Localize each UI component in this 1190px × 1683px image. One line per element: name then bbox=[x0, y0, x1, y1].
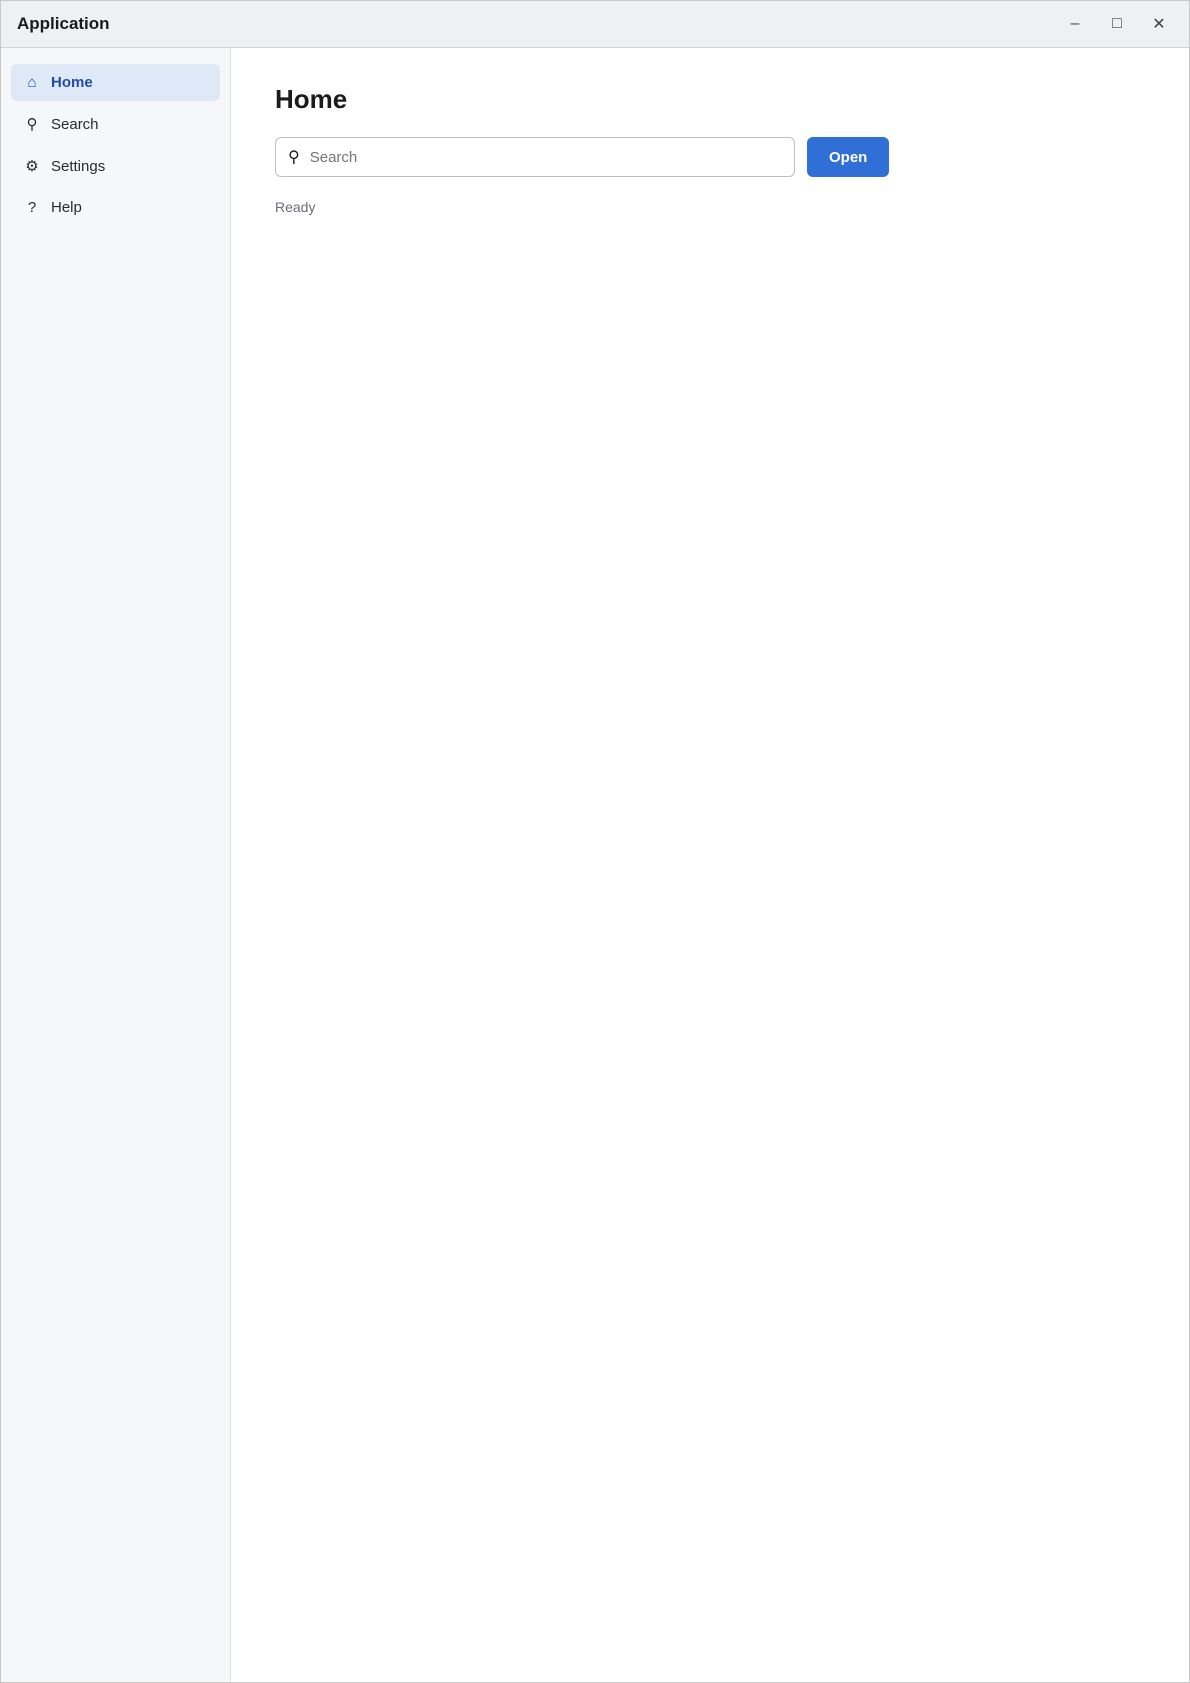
search-icon: ⚲ bbox=[26, 116, 38, 133]
sidebar-item-label: Help bbox=[51, 199, 82, 216]
minimize-icon[interactable]: – bbox=[1070, 15, 1080, 32]
close-icon[interactable]: ✕ bbox=[1152, 16, 1166, 33]
window-title: Application bbox=[17, 14, 110, 33]
sidebar-item-label: Settings bbox=[51, 157, 106, 175]
sidebar-item-help[interactable] bbox=[11, 189, 220, 226]
sidebar-item-home[interactable] bbox=[11, 64, 220, 101]
search-input[interactable] bbox=[308, 148, 782, 167]
search-row bbox=[275, 137, 1145, 177]
help-icon: ? bbox=[27, 199, 37, 216]
gear-icon: ⚙ bbox=[25, 158, 39, 175]
main-panel bbox=[231, 48, 1189, 1682]
sidebar-item-settings[interactable] bbox=[11, 147, 220, 185]
home-icon: ⌂ bbox=[27, 74, 37, 91]
status-text: Ready bbox=[275, 199, 316, 215]
page-title: Home bbox=[275, 84, 348, 114]
sidebar-item-label: Search bbox=[51, 115, 99, 133]
search-icon: ⚲ bbox=[288, 149, 300, 166]
sidebar-item-label: Home bbox=[51, 74, 93, 91]
sidebar bbox=[1, 48, 231, 1682]
open-button[interactable]: Open bbox=[807, 137, 889, 177]
search-box[interactable] bbox=[275, 137, 795, 177]
maximize-icon[interactable]: □ bbox=[1112, 15, 1122, 32]
title-bar bbox=[1, 1, 1189, 48]
sidebar-item-search[interactable] bbox=[11, 105, 220, 143]
window-body bbox=[1, 48, 1189, 1682]
